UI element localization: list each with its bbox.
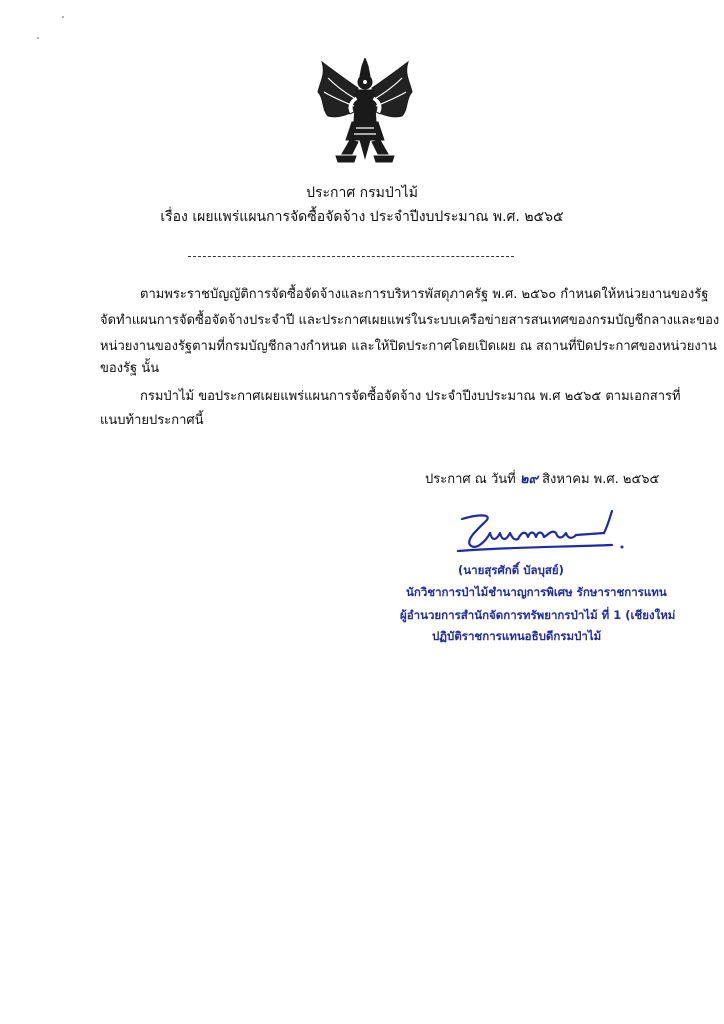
paragraph-2-line-2: แนบท้ายประกาศนี้ — [100, 413, 204, 428]
paragraph-1-line-2: จัดทำแผนการจัดซื้อจัดจ้างประจำปี และประกาศเผยแพร่ในระบบเครือข่ายสารสนเทศของกรมบัญชีกลางและของ — [100, 313, 720, 328]
paragraph-2-line-1: กรมป่าไม้ ขอประกาศเผยแพร่แผนการจัดซื้อจัดจ้าง ประจำปีงบประมาณ พ.ศ ๒๕๖๕ ตามเอกสารที่ — [140, 389, 681, 404]
garuda-emblem-icon — [316, 58, 414, 164]
signatory-position-3: ปฏิบัติราชการแทนอธิบดีกรมป่าไม้ — [432, 629, 602, 643]
handwritten-signature — [452, 507, 632, 557]
scan-speck — [62, 16, 64, 18]
announcement-date — [425, 468, 659, 489]
paragraph-1-line-1: ตามพระราชบัญญัติการจัดซื้อจัดจ้างและการบริหารพัสดุภาครัฐ พ.ศ. ๒๕๖๐ กำหนดให้หน่วยงานของรัฐ — [140, 287, 709, 302]
date-suffix: สิงหาคม พ.ศ. ๒๕๖๕ — [542, 472, 660, 487]
divider — [188, 256, 514, 257]
date-prefix: ประกาศ ณ วันที่ — [425, 472, 516, 487]
announcement-title: ประกาศ กรมป่าไม้ — [306, 185, 418, 201]
date-day-handwritten: ๒๙ — [519, 472, 538, 487]
signatory-name: (นายสุรศักดิ์ บัลบุสย์) — [458, 563, 564, 577]
scan-speck — [37, 37, 39, 39]
paragraph-1-line-3: หน่วยงานของรัฐตามที่กรมบัญชีกลางกำหนด และให้ปิดประกาศโดยเปิดเผย ณ สถานที่ปิดประกาศของหน่วยงาน — [100, 339, 717, 354]
signatory-position-2: ผู้อำนวยการสำนักจัดการทรัพยากรป่าไม้ ที่ 1 (เชียงใหม่ — [400, 608, 676, 622]
announcement-subject: เรื่อง เผยแพร่แผนการจัดซื้อจัดจ้าง ประจำปีงบประมาณ พ.ศ. ๒๕๖๕ — [160, 209, 564, 225]
paragraph-1-line-4: ของรัฐ นั้น — [100, 361, 160, 376]
signatory-position-1: นักวิชาการป่าไม้ชำนาญการพิเศษ รักษาราชการแทน — [406, 585, 667, 599]
